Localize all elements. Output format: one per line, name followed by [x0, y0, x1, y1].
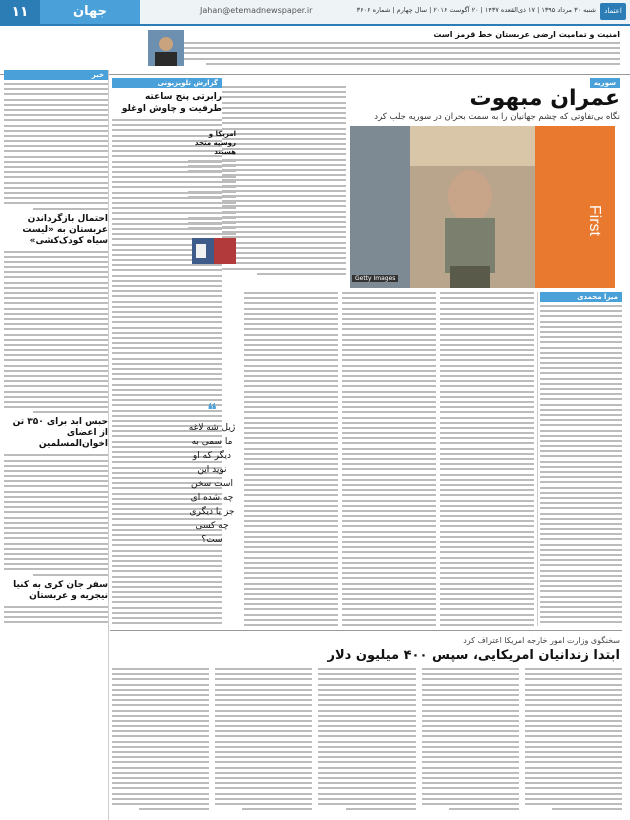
quote-mark-icon: ❝ — [207, 400, 217, 421]
svg-text:First: First — [586, 204, 603, 236]
child-in-ambulance-photo — [350, 126, 615, 288]
newspaper-logo: اعتماد — [600, 3, 626, 20]
bottom-column — [318, 668, 415, 816]
news-column — [4, 70, 108, 626]
lead-body-column-3 — [244, 292, 338, 626]
section-email: Jahan@etemadnewspaper.ir — [200, 6, 313, 15]
bottom-column — [525, 668, 622, 816]
lead-headline: عمران مبهوت — [469, 86, 620, 111]
news-label: خبر — [4, 70, 108, 80]
top-strip-headline: امنیت و تمامیت ارضی عربستان خط قرمز است — [433, 30, 620, 39]
columnist-portrait — [148, 30, 184, 66]
bottom-column — [112, 668, 209, 816]
lead-subheadline: نگاه بی‌تفاوتی که چشم جهانیان را به سمت بحران در سوریه جلب کرد — [374, 112, 620, 122]
issue-line: شنبه ۳۰ مرداد ۱۳۹۵ | ۱۷ ذی‌القعده ۱۴۳۷ | ۲۰ آگوست ۲۰۱۶ | سال چهارم | شماره ۳۶۰۶ — [356, 6, 596, 14]
page-header — [0, 0, 630, 26]
news2-headline: احتمال بازگرداندن عربستان به «لیست سیاه کودک‌کشی» — [22, 213, 108, 246]
news4-headline: سفر جان کری به کنیا نیجریه و عربستان — [13, 579, 108, 601]
bottom-headline: ابتدا زندانیان امریکایی، سپس ۴۰۰ میلیون دلار — [327, 648, 620, 663]
top-strip-story — [150, 30, 620, 72]
section-title: جهان — [40, 0, 140, 24]
bottom-column — [215, 668, 312, 816]
columnist-column — [540, 292, 622, 626]
profile-box — [188, 130, 236, 270]
photo-credit: Getty Images — [352, 275, 398, 282]
bottom-story-body — [112, 668, 622, 816]
profile-headline: امریکا و روسیه متحد هستند — [194, 130, 236, 156]
pull-quote: ژیل شه لاغه ما سمی به دیگر که او نوید این است سخن چه شده ای جز یا دیگری چه کسی ست؟ — [188, 423, 236, 545]
lead-body-column-1 — [440, 292, 534, 626]
lead-body-column-2 — [342, 292, 436, 626]
lead-photo — [350, 126, 615, 288]
columnist-label: میزا محمدی — [540, 292, 622, 302]
column-rule — [537, 292, 538, 626]
lead-text-column — [222, 86, 346, 286]
column-rule — [108, 70, 109, 820]
bottom-column — [422, 668, 519, 816]
page-number: ۱۱ — [0, 0, 40, 24]
lead-label: سوریه — [590, 78, 620, 88]
flags-photo — [192, 238, 236, 264]
pull-quote-box — [188, 400, 236, 620]
report-headline: رابرتی پنج ساعته طرفیت و چاوش اوغلو — [121, 92, 222, 114]
top-strip-text — [150, 42, 620, 65]
news3-headline: حبس ابد برای ۳۵۰ تن از اعضای اخوان‌المسلمین — [12, 417, 108, 450]
divider — [110, 630, 622, 631]
bottom-kicker: سخنگوی وزارت امور خارجه امریکا اعتراف کرد — [463, 636, 620, 645]
portrait-icon — [148, 30, 184, 66]
report-label: گزارش تلویزیونی — [112, 78, 222, 88]
